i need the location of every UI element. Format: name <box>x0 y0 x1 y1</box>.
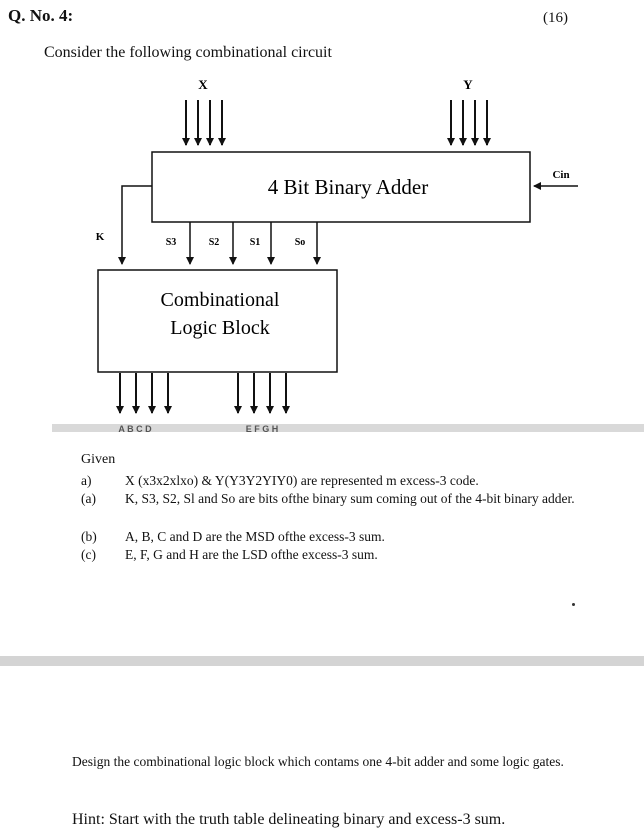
item-tag: (a) <box>81 491 96 506</box>
lsd-output-bus <box>238 373 286 413</box>
question-number: Q. No. 4: <box>8 6 74 25</box>
outputs-lsd-label: E F G H <box>245 424 279 434</box>
item-tag: (c) <box>81 547 96 562</box>
item-text: X (x3x2xlxo) & Y(Y3Y2YIY0) are represented m excess-3 code. <box>125 473 479 488</box>
question-marks: (16) <box>543 10 568 26</box>
sum-bit-s3: S3 <box>165 237 177 248</box>
input-y-bus <box>451 100 487 145</box>
given-item <box>81 528 581 546</box>
given-heading: Given <box>81 452 116 467</box>
item-tag: a) <box>81 473 92 488</box>
intro-text: Consider the following combinational circuit <box>44 44 332 61</box>
k-label: K <box>95 231 105 243</box>
logic-block-label-line1: Combinational <box>160 289 280 311</box>
binary-adder-label: 4 Bit Binary Adder <box>267 175 429 199</box>
input-x-label: X <box>198 77 208 92</box>
given-item <box>81 546 581 564</box>
given-item <box>81 490 581 526</box>
input-y-label: Y <box>463 77 473 92</box>
input-x-bus <box>186 100 222 145</box>
outputs-msd-label: A B C D <box>118 424 152 434</box>
k-output-line <box>122 186 152 264</box>
sum-bit-s0: So <box>294 237 306 248</box>
item-text: K, S3, S2, Sl and So are bits ofthe binary sum coming out of the 4-bit binary adder. <box>125 491 575 506</box>
msd-output-bus <box>120 373 168 413</box>
given-item <box>81 472 581 490</box>
logic-block-label-line2: Logic Block <box>170 317 270 339</box>
hint-text: Hint: Start with the truth table delineating binary and excess-3 sum. <box>72 811 506 828</box>
item-text: A, B, C and D are the MSD ofthe excess-3 sum. <box>125 529 385 544</box>
sum-bit-s2: S2 <box>208 237 220 248</box>
item-text: E, F, G and H are the LSD ofthe excess-3 sum. <box>125 547 378 562</box>
sum-bit-s1: S1 <box>249 237 261 248</box>
item-tag: (b) <box>81 529 97 544</box>
page-separator <box>0 656 644 666</box>
carry-in-label: Cin <box>552 169 570 181</box>
task-text: Design the combinational logic block which contams one 4-bit adder and some logic gates. <box>72 754 564 769</box>
stray-dot <box>572 603 575 606</box>
